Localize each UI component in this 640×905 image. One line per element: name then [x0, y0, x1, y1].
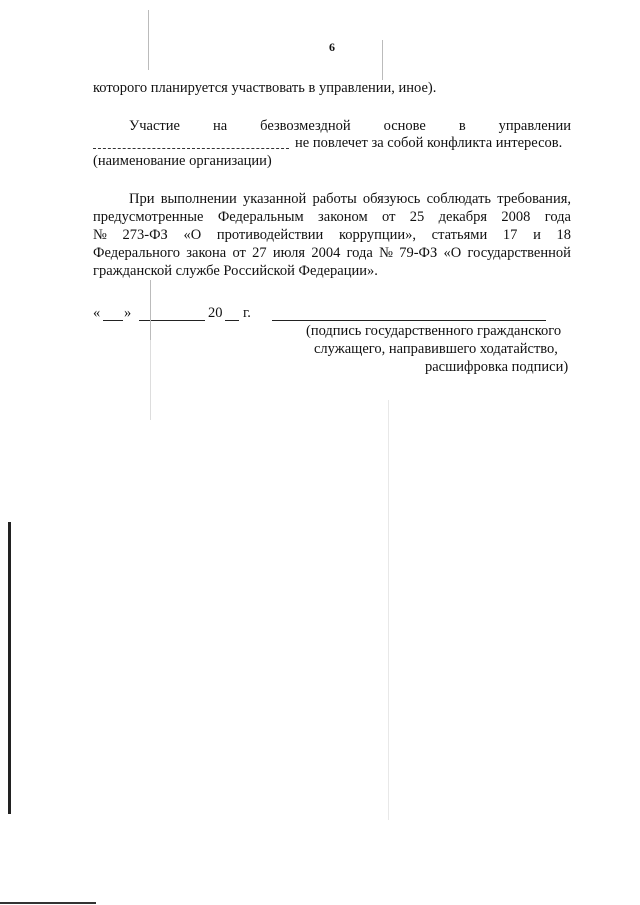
word: 273-ФЗ: [122, 227, 168, 243]
scan-margin-mark: [8, 522, 11, 814]
word: 18: [556, 227, 571, 243]
word: 25: [409, 209, 425, 225]
signature-line: [272, 320, 546, 321]
date-year-suffix: г.: [243, 305, 251, 321]
word: При: [129, 191, 155, 207]
word: года: [544, 209, 571, 225]
page-number: 6: [329, 40, 335, 54]
scan-bottom-line: [0, 902, 96, 904]
month-blank: [139, 320, 205, 321]
word: предусмотренные: [93, 209, 204, 225]
date-quote-close: »: [124, 305, 132, 321]
signature-caption-3: расшифровка подписи): [425, 359, 569, 375]
year-blank: [225, 320, 239, 321]
word: на: [212, 118, 228, 134]
word: года: [346, 245, 373, 261]
organization-caption: (наименование организации): [93, 153, 272, 169]
word: основе: [383, 118, 426, 134]
scan-artifact: [148, 10, 149, 70]
word: «О: [443, 245, 462, 261]
word: соблюдать: [426, 191, 492, 207]
word: Федерального: [93, 245, 181, 261]
text-line-p2-5: гражданской службе Российской Федерации».: [93, 263, 378, 279]
day-blank: [103, 320, 123, 321]
word: «О: [183, 227, 202, 243]
word: от: [232, 245, 246, 261]
word: работы: [312, 191, 357, 207]
word: статьями: [431, 227, 488, 243]
word: указанной: [243, 191, 307, 207]
word: требования,: [497, 191, 571, 207]
text-line-2: [129, 117, 571, 135]
text-line-1: которого планируется участвовать в управлении, иное).: [93, 80, 437, 96]
word: №: [379, 245, 393, 261]
signature-caption-2: служащего, направившего ходатайство,: [314, 341, 558, 357]
scan-artifact: [388, 400, 389, 820]
word: противодействии: [216, 227, 324, 243]
word: от: [382, 209, 396, 225]
text-line-p2-2: [93, 208, 571, 226]
word: коррупции»,: [338, 227, 417, 243]
text-line-3: не повлечет за собой конфликта интересов.: [295, 135, 563, 151]
scan-artifact: [150, 340, 151, 420]
organization-blank-line: [93, 148, 289, 149]
word: и: [533, 227, 541, 243]
word: безвозмездной: [260, 118, 351, 134]
word: 79-ФЗ: [399, 245, 438, 261]
text-line-p2-3: [93, 226, 571, 244]
word: декабря: [438, 209, 488, 225]
word: закона: [186, 245, 227, 261]
word: 27: [252, 245, 267, 261]
word: обязуюсь: [362, 191, 421, 207]
word: управлении: [498, 118, 571, 134]
word: выполнении: [160, 191, 237, 207]
date-year-prefix: 20: [208, 305, 223, 321]
word: законом: [318, 209, 368, 225]
scan-artifact: [150, 280, 151, 340]
text-line-p2-4: [93, 244, 571, 262]
scan-artifact: [382, 40, 383, 80]
word: Участие: [129, 118, 180, 134]
text-line-p2-1: [129, 190, 571, 208]
signature-caption-1: (подпись государственного гражданского: [306, 323, 562, 339]
word: 2004: [311, 245, 341, 261]
word: №: [93, 227, 107, 243]
word: июля: [272, 245, 306, 261]
word: в: [458, 118, 466, 134]
word: 2008: [501, 209, 531, 225]
word: Федеральным: [217, 209, 304, 225]
word: 17: [502, 227, 518, 243]
date-quote-open: «: [93, 305, 101, 321]
word: государственной: [467, 245, 571, 261]
